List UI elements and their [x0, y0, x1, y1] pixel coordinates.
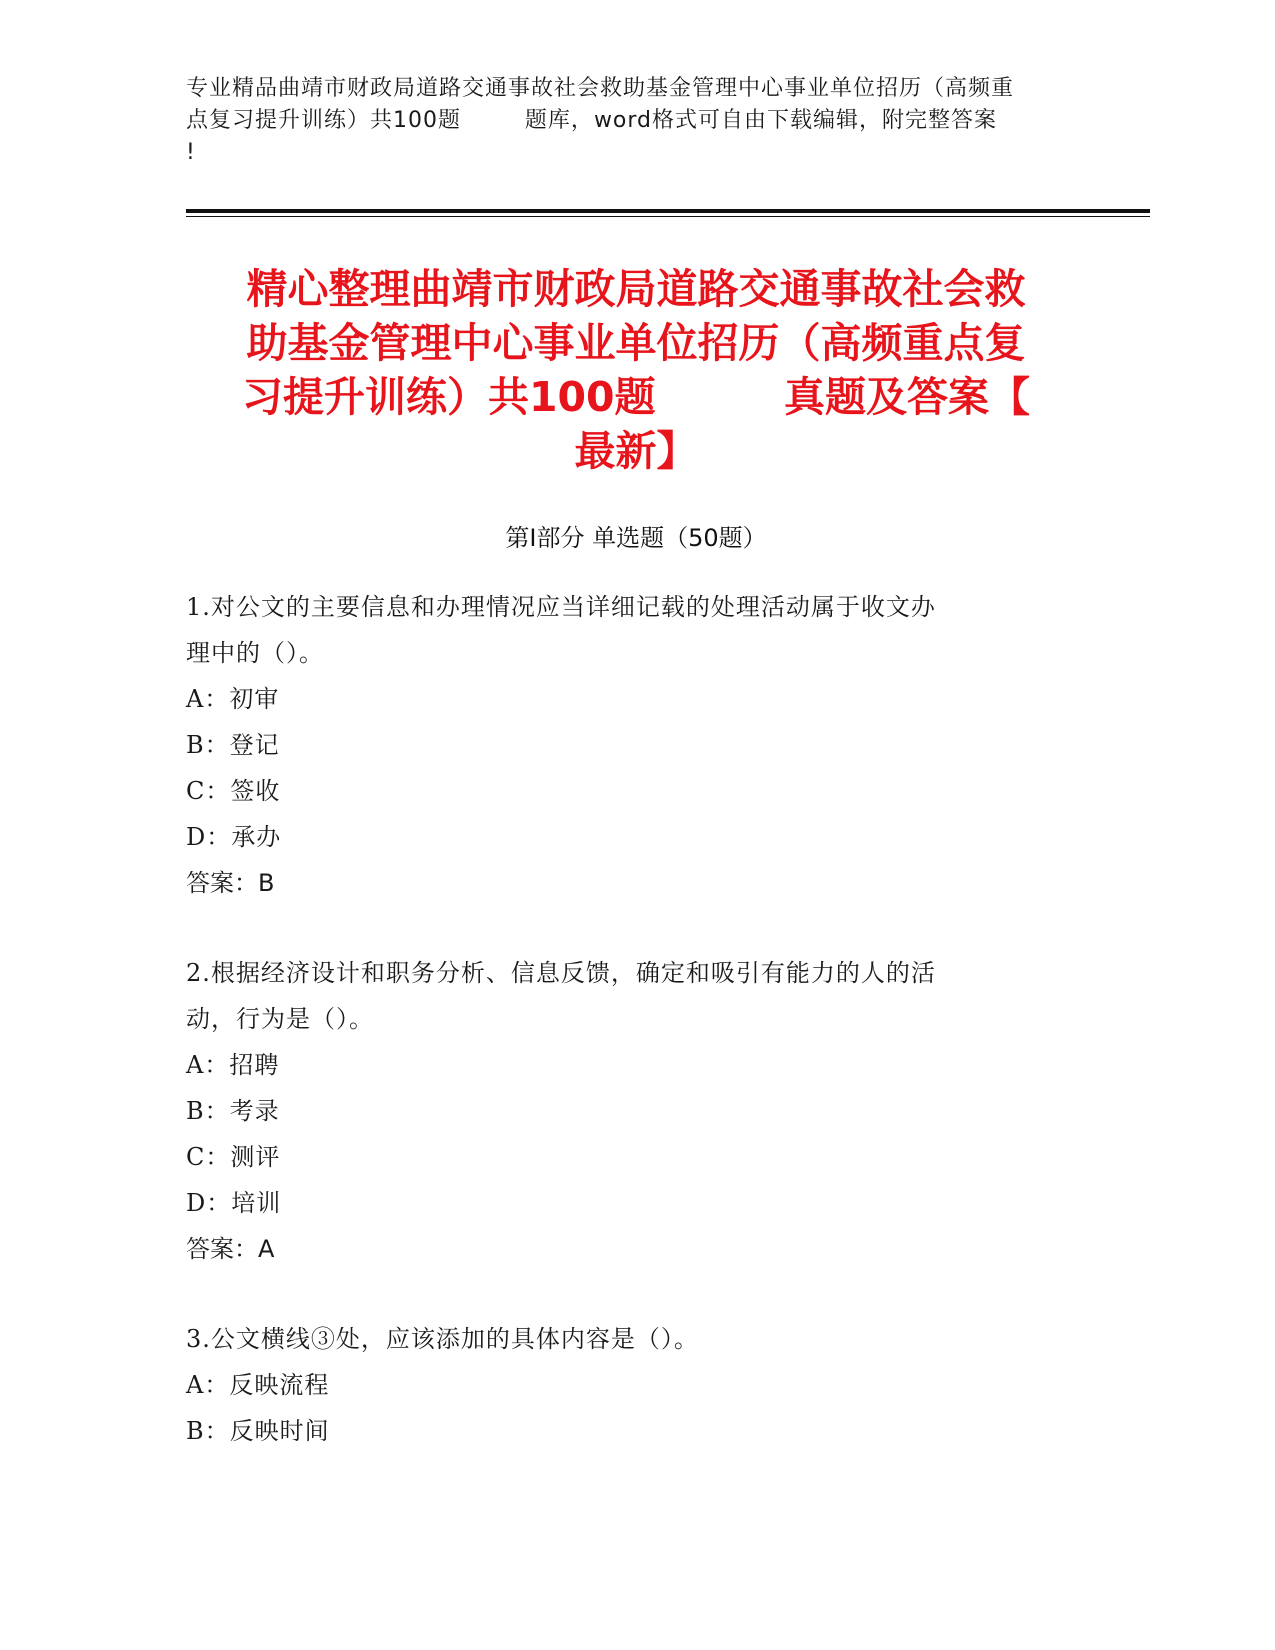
title-line: 最新】 — [574, 427, 698, 475]
answer: 答案：B — [186, 869, 275, 897]
section-title: 第I部分 单选题（50题） — [505, 524, 767, 552]
question-stem: 理中的（）。 — [186, 639, 324, 667]
header-divider — [186, 209, 1150, 213]
title-line: 助基金管理中心事业单位招历（高频重点复 — [246, 319, 1026, 367]
question-2 — [186, 950, 1086, 1272]
title-line: 习提升训练）共100题 真题及答案【 — [241, 373, 1031, 421]
title-line: 精心整理曲靖市财政局道路交通事故社会救 — [246, 265, 1026, 313]
question-1 — [186, 584, 1086, 906]
question-3 — [186, 1316, 1086, 1454]
header-line: 专业精品曲靖市财政局道路交通事故社会救助基金管理中心事业单位招历（高频重 — [186, 76, 1015, 101]
option-b: B：登记 — [186, 731, 280, 759]
header-line: ! — [186, 140, 196, 165]
question-stem: 动，行为是（）。 — [186, 1005, 374, 1033]
option-d: D：承办 — [186, 823, 282, 851]
option-b: B：考录 — [186, 1097, 280, 1125]
header-divider-thin — [186, 216, 1150, 217]
option-a: A：反映流程 — [186, 1371, 330, 1399]
option-c: C：签收 — [186, 777, 281, 805]
option-c: C：测评 — [186, 1143, 281, 1171]
question-stem: 1.对公文的主要信息和办理情况应当详细记载的处理活动属于收文办 — [186, 593, 936, 621]
option-d: D：培训 — [186, 1189, 282, 1217]
option-a: A：招聘 — [186, 1051, 280, 1079]
document-header — [186, 73, 1086, 169]
question-stem: 2.根据经济设计和职务分析、信息反馈，确定和吸引有能力的人的活 — [186, 959, 936, 987]
answer: 答案：A — [186, 1235, 275, 1263]
question-stem: 3.公文横线③处，应该添加的具体内容是（）。 — [186, 1325, 699, 1353]
document-title — [186, 262, 1086, 478]
option-b: B：反映时间 — [186, 1417, 330, 1445]
option-a: A：初审 — [186, 685, 280, 713]
header-line: 点复习提升训练）共100题 题库，word格式可自由下载编辑，附完整答案 — [186, 108, 998, 133]
